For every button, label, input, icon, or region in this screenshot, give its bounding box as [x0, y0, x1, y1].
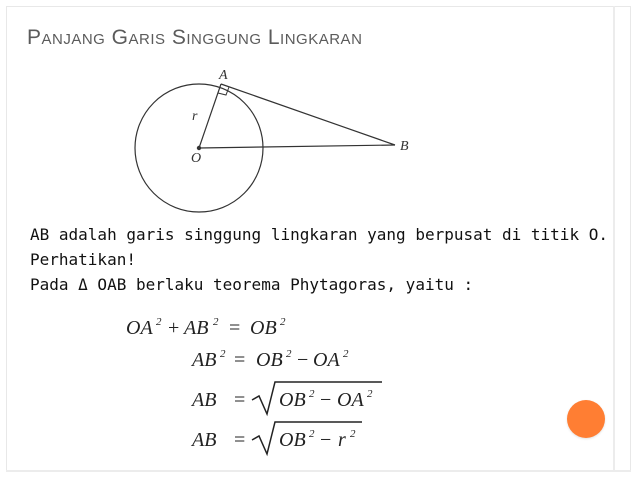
eq4-radicand-2-exp: 2 — [350, 428, 356, 440]
eq3-radicand-2: OA — [337, 389, 364, 411]
eq3-radicand-2-exp: 2 — [367, 388, 373, 400]
eq4-minus: − — [320, 429, 332, 451]
point-label-O: O — [191, 151, 202, 166]
equation-1 — [126, 316, 286, 339]
center-point — [197, 146, 201, 150]
eq1-right: OB — [250, 317, 277, 339]
radius-label-r: r — [192, 109, 198, 124]
eq2-right-1: OB — [256, 349, 283, 371]
eq3-minus: − — [320, 389, 332, 411]
equations — [126, 310, 406, 460]
radius-line — [199, 84, 221, 148]
eq1-left-1: OA — [126, 317, 153, 339]
body-line-3: Pada Δ OAB berlaku teorema Phytagoras, yaitu : — [30, 275, 474, 294]
tangent-line — [221, 84, 395, 145]
eq3-radicand-1-exp: 2 — [309, 388, 315, 400]
equation-3 — [190, 382, 382, 414]
eq2-minus: − — [297, 349, 309, 371]
eq1-left-1-exp: 2 — [156, 316, 162, 328]
eq4-left: AB — [192, 429, 217, 451]
eq2-right-1-exp: 2 — [286, 348, 292, 360]
eq4-radicand-1-exp: 2 — [309, 428, 315, 440]
eq1-left-2: AB — [184, 317, 209, 339]
eq4-radicand-2: r — [338, 429, 346, 451]
eq2-equals: = — [234, 349, 246, 371]
equation-4 — [190, 422, 362, 454]
eq4-equals: = — [234, 429, 246, 451]
eq4-radicand-1: OB — [279, 429, 306, 451]
center-line — [199, 145, 395, 148]
body-line-2: Perhatikan! — [30, 250, 136, 269]
eq2-left-exp: 2 — [220, 348, 226, 360]
equation-2 — [190, 348, 349, 371]
eq3-radicand-1: OB — [279, 389, 306, 411]
eq3-left: AB — [192, 389, 217, 411]
eq1-left-2-exp: 2 — [213, 316, 219, 328]
eq1-right-exp: 2 — [280, 316, 286, 328]
tangent-diagram — [120, 64, 430, 214]
slide-right-rule — [613, 6, 615, 472]
eq2-right-2-exp: 2 — [343, 348, 349, 360]
eq3-equals: = — [234, 389, 246, 411]
body-text — [30, 222, 610, 297]
slide-title: Panjang Garis Singgung Lingkaran — [27, 26, 363, 49]
body-line-1: AB adalah garis singgung lingkaran yang berpusat di titik O. — [30, 225, 608, 244]
slide-bottom-rule — [6, 470, 631, 472]
eq1-plus: + — [168, 317, 180, 339]
point-label-A: A — [219, 68, 228, 83]
eq1-equals: = — [229, 317, 241, 339]
eq2-right-2: OA — [313, 349, 340, 371]
point-label-B: B — [400, 139, 409, 154]
eq2-left: AB — [192, 349, 217, 371]
orange-circle-decoration — [567, 400, 605, 438]
